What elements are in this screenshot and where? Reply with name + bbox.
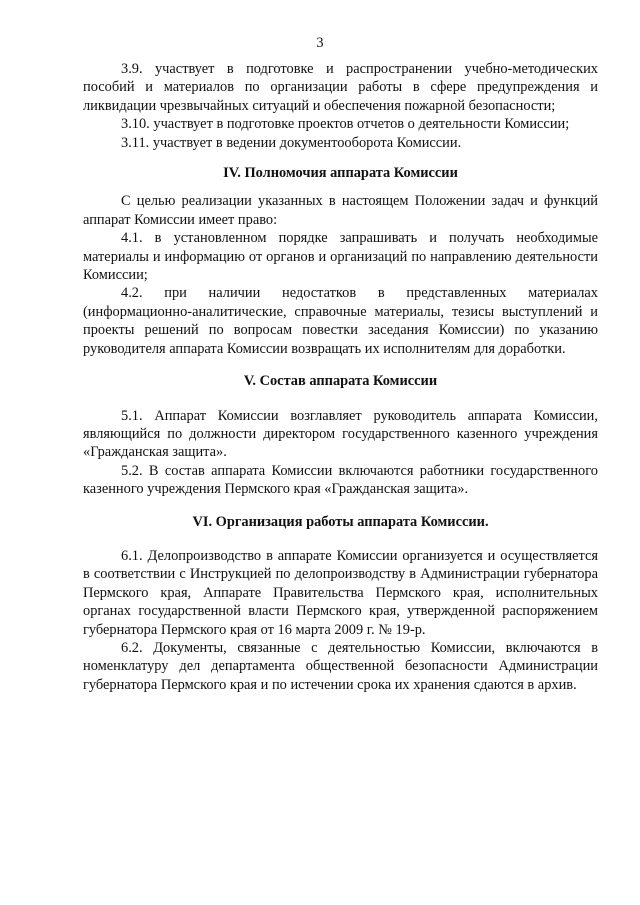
- document-body: [83, 60, 598, 694]
- section-6-heading: VI. Организация работы аппарата Комиссии.: [192, 513, 489, 530]
- paragraph-3-10: 3.10. участвует в подготовке проектов отчетов о деятельности Комиссии;: [121, 116, 570, 133]
- page-number: 3: [316, 35, 324, 51]
- paragraph-4-2: 4.2. при наличии недостатков в представленных материалах (информационно-аналитические, справочные материалы, тезисы выступлений и проекты решений по вопросам повестки заседания Комиссии) по указанию руководителя аппарата Комиссии возвращать их исполнителям для доработки.: [83, 285, 598, 357]
- paragraph-3-9: 3.9. участвует в подготовке и распространении учебно-методических пособий и материалов по организации работы в сфере предупреждения и ликвидации чрезвычайных ситуаций и обеспечения пожарной безопасности;: [83, 61, 598, 114]
- paragraph-6-2: 6.2. Документы, связанные с деятельностью Комиссии, включаются в номенклатуру дел департамента общественной безопасности Администрации губернатора Пермского края и по истечении срока их хранения сдаются в архив.: [83, 639, 598, 693]
- paragraph-4-1: 4.1. в установленном порядке запрашивать и получать необходимые материалы и информацию от органов и организаций по направлению деятельности Комиссии;: [83, 230, 598, 284]
- section-4-heading: IV. Полномочия аппарата Комиссии: [223, 165, 458, 182]
- paragraph-5-2: 5.2. В состав аппарата Комиссии включаются работники государственного казенного учреждения Пермского края «Гражданская защита».: [83, 462, 598, 498]
- section-4-intro: С целью реализации указанных в настоящем Положении задач и функций аппарат Комиссии имеет право:: [83, 193, 598, 228]
- paragraph-6-1: 6.1. Делопроизводство в аппарате Комиссии организуется и осуществляется в соответствии с Инструкцией по делопроизводству в Администрации губернатора Пермского края, Аппарате Правительства Пермского края, исполнительных органах государственной власти Пермского края, утвержденной распоряжением губернатора Пермского края от 16 марта 2009 г. № 19-р.: [83, 547, 598, 638]
- paragraph-3-11: 3.11. участвует в ведении документооборота Комиссии.: [121, 134, 462, 151]
- section-5-heading: V. Состав аппарата Комиссии: [243, 373, 438, 390]
- paragraph-5-1: 5.1. Аппарат Комиссии возглавляет руководитель аппарата Комиссии, являющийся по должности директором государственного казенного учреждения «Гражданская защита».: [83, 407, 598, 461]
